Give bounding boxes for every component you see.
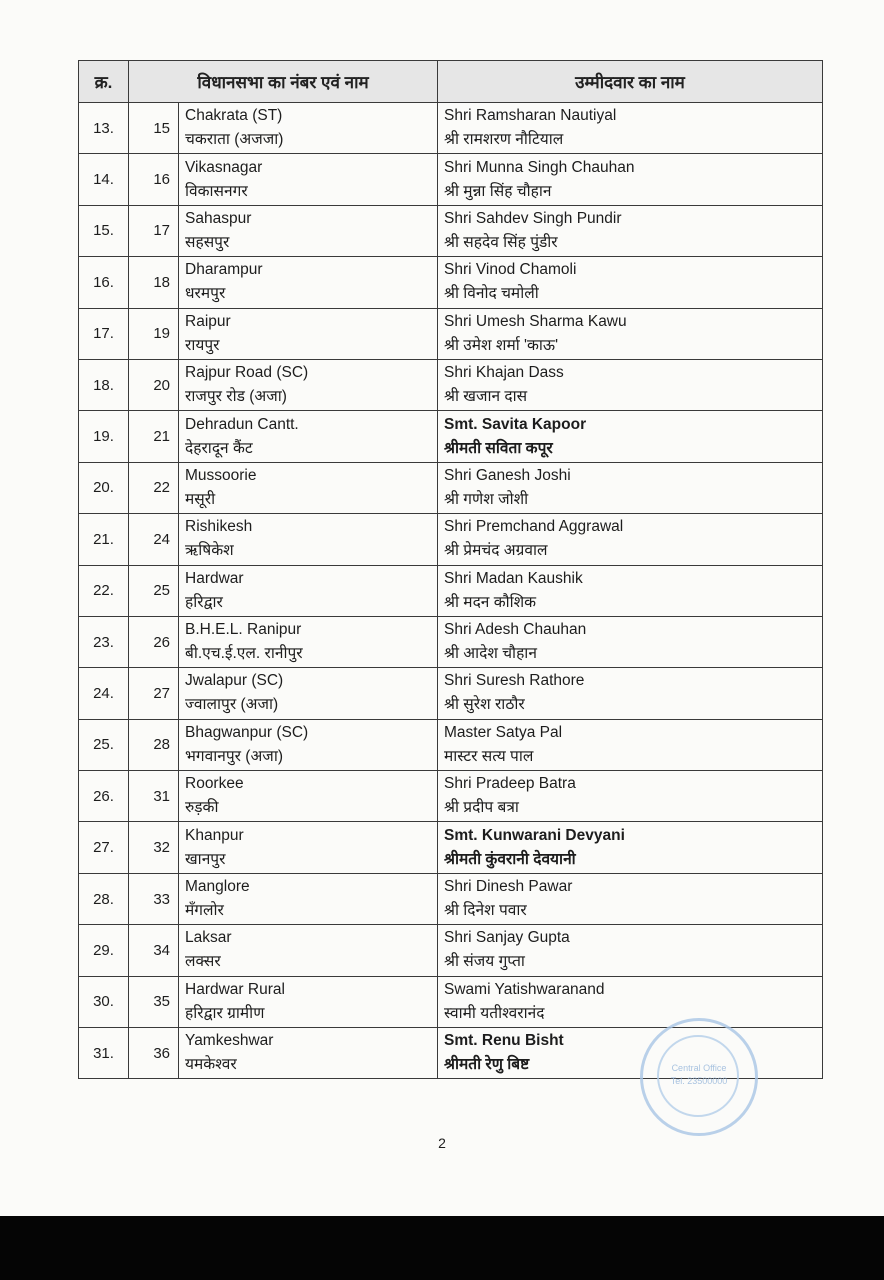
candidate-name-en: Shri Madan Kaushik bbox=[444, 569, 583, 587]
table-row bbox=[79, 462, 823, 513]
candidate-name-en: Shri Dinesh Pawar bbox=[444, 878, 573, 896]
constituency-name bbox=[179, 308, 438, 359]
candidate-name-hi: श्री प्रेमचंद अग्रवाल bbox=[444, 542, 548, 560]
table-row bbox=[79, 668, 823, 719]
candidate-name-hi: श्री खजान दास bbox=[444, 388, 528, 406]
candidate-name-hi: स्वामी यतीश्वरानंद bbox=[444, 1004, 545, 1022]
candidate-name bbox=[438, 822, 823, 873]
candidate-name-en: Shri Khajan Dass bbox=[444, 364, 564, 382]
constituency-number: 31 bbox=[129, 771, 179, 822]
constituency-name-hi: ऋषिकेश bbox=[185, 542, 234, 560]
constituency-name-hi: विकासनगर bbox=[185, 182, 248, 200]
candidate-name bbox=[438, 462, 823, 513]
serial-number: 30. bbox=[79, 976, 129, 1027]
constituency-name-hi: हरिद्वार ग्रामीण bbox=[185, 1004, 265, 1022]
serial-number: 29. bbox=[79, 925, 129, 976]
candidate-name-hi: मास्टर सत्य पाल bbox=[444, 747, 534, 765]
constituency-name-en: Roorkee bbox=[185, 775, 244, 793]
constituency-name-en: Bhagwanpur (SC) bbox=[185, 723, 309, 741]
serial-number: 14. bbox=[79, 154, 129, 205]
constituency-number: 25 bbox=[129, 565, 179, 616]
party-stamp bbox=[640, 1018, 758, 1136]
candidate-name-en: Smt. Savita Kapoor bbox=[444, 415, 587, 433]
constituency-name bbox=[179, 154, 438, 205]
table-row bbox=[79, 359, 823, 410]
candidate-name-en: Shri Ganesh Joshi bbox=[444, 466, 571, 484]
candidate-name-hi: श्री दिनेश पवार bbox=[444, 902, 527, 920]
table-row bbox=[79, 308, 823, 359]
table-row bbox=[79, 616, 823, 667]
candidate-name-hi: श्रीमती कुंवरानी देवयानी bbox=[444, 850, 576, 868]
constituency-number: 15 bbox=[129, 103, 179, 154]
candidate-name bbox=[438, 257, 823, 308]
bottom-black-band bbox=[0, 1216, 884, 1280]
constituency-number: 27 bbox=[129, 668, 179, 719]
constituency-name bbox=[179, 257, 438, 308]
candidate-name-hi: श्री मुन्ना सिंह चौहान bbox=[444, 182, 552, 200]
constituency-name-hi: ज्वालापुर (अजा) bbox=[185, 696, 279, 714]
serial-number: 31. bbox=[79, 1028, 129, 1079]
constituency-name-hi: रायपुर bbox=[185, 336, 220, 354]
candidate-name-en: Shri Pradeep Batra bbox=[444, 775, 576, 793]
candidate-name bbox=[438, 771, 823, 822]
candidate-name-hi: श्री विनोद चमोली bbox=[444, 285, 539, 303]
header-serial: क्र. bbox=[79, 61, 129, 103]
constituency-number: 19 bbox=[129, 308, 179, 359]
candidate-name bbox=[438, 925, 823, 976]
constituency-number: 35 bbox=[129, 976, 179, 1027]
candidate-name-en: Shri Umesh Sharma Kawu bbox=[444, 312, 627, 330]
candidate-name-hi: श्री सुरेश राठौर bbox=[444, 696, 525, 714]
candidate-name-en: Shri Suresh Rathore bbox=[444, 672, 585, 690]
candidate-table bbox=[78, 60, 823, 1079]
constituency-name-hi: राजपुर रोड (अजा) bbox=[185, 388, 287, 406]
serial-number: 16. bbox=[79, 257, 129, 308]
candidate-name-hi: श्री आदेश चौहान bbox=[444, 645, 537, 663]
serial-number: 18. bbox=[79, 359, 129, 410]
constituency-number: 18 bbox=[129, 257, 179, 308]
constituency-name-hi: मसूरी bbox=[185, 490, 216, 508]
candidate-name-hi: श्री उमेश शर्मा 'काऊ' bbox=[444, 336, 559, 354]
candidate-name bbox=[438, 976, 823, 1027]
constituency-name-en: Yamkeshwar bbox=[185, 1032, 274, 1050]
constituency-number: 28 bbox=[129, 719, 179, 770]
serial-number: 21. bbox=[79, 514, 129, 565]
candidate-name bbox=[438, 411, 823, 462]
table-row bbox=[79, 257, 823, 308]
candidate-name-en: Smt. Renu Bisht bbox=[444, 1032, 564, 1050]
constituency-name-en: Dharampur bbox=[185, 261, 263, 279]
candidate-name bbox=[438, 205, 823, 256]
constituency-name-hi: भगवानपुर (अजा) bbox=[185, 747, 283, 765]
table-row bbox=[79, 205, 823, 256]
constituency-name bbox=[179, 976, 438, 1027]
constituency-name-hi: यमकेश्वर bbox=[185, 1056, 237, 1074]
serial-number: 22. bbox=[79, 565, 129, 616]
constituency-name-en: Rishikesh bbox=[185, 518, 253, 536]
constituency-name-hi: हरिद्वार bbox=[185, 593, 223, 611]
constituency-name-hi: बी.एच.ई.एल. रानीपुर bbox=[185, 645, 303, 663]
serial-number: 27. bbox=[79, 822, 129, 873]
constituency-number: 24 bbox=[129, 514, 179, 565]
constituency-name-hi: मँगलोर bbox=[185, 902, 224, 920]
candidate-name-en: Smt. Kunwarani Devyani bbox=[444, 826, 625, 844]
constituency-name-en: Hardwar Rural bbox=[185, 980, 285, 998]
constituency-name bbox=[179, 359, 438, 410]
serial-number: 26. bbox=[79, 771, 129, 822]
candidate-name bbox=[438, 359, 823, 410]
header-constituency: विधानसभा का नंबर एवं नाम bbox=[129, 61, 438, 103]
serial-number: 25. bbox=[79, 719, 129, 770]
constituency-number: 17 bbox=[129, 205, 179, 256]
serial-number: 19. bbox=[79, 411, 129, 462]
constituency-name-en: Sahaspur bbox=[185, 209, 252, 227]
constituency-name-en: Khanpur bbox=[185, 826, 244, 844]
constituency-name-hi: देहरादून कैंट bbox=[185, 439, 253, 457]
constituency-number: 34 bbox=[129, 925, 179, 976]
table-row bbox=[79, 925, 823, 976]
constituency-name-en: Manglore bbox=[185, 878, 250, 896]
candidate-name-hi: श्री संजय गुप्ता bbox=[444, 953, 525, 971]
constituency-name-hi: धरमपुर bbox=[185, 285, 226, 303]
table-row bbox=[79, 771, 823, 822]
header-candidate: उम्मीदवार का नाम bbox=[438, 61, 823, 103]
constituency-number: 36 bbox=[129, 1028, 179, 1079]
constituency-name bbox=[179, 719, 438, 770]
candidate-name-en: Shri Munna Singh Chauhan bbox=[444, 158, 635, 176]
constituency-name bbox=[179, 925, 438, 976]
constituency-name-en: Jwalapur (SC) bbox=[185, 672, 284, 690]
serial-number: 20. bbox=[79, 462, 129, 513]
constituency-number: 32 bbox=[129, 822, 179, 873]
constituency-name-en: B.H.E.L. Ranipur bbox=[185, 621, 302, 639]
constituency-name bbox=[179, 103, 438, 154]
candidate-name bbox=[438, 616, 823, 667]
constituency-number: 26 bbox=[129, 616, 179, 667]
table-row bbox=[79, 514, 823, 565]
serial-number: 23. bbox=[79, 616, 129, 667]
table-row bbox=[79, 411, 823, 462]
candidate-name bbox=[438, 308, 823, 359]
constituency-name-en: Laksar bbox=[185, 929, 232, 947]
serial-number: 24. bbox=[79, 668, 129, 719]
constituency-number: 22 bbox=[129, 462, 179, 513]
candidate-name-en: Master Satya Pal bbox=[444, 723, 563, 741]
constituency-name-en: Chakrata (ST) bbox=[185, 107, 283, 125]
candidate-name bbox=[438, 514, 823, 565]
table-row bbox=[79, 103, 823, 154]
constituency-name bbox=[179, 462, 438, 513]
constituency-name-hi: लक्सर bbox=[185, 953, 221, 971]
page-number: 2 bbox=[438, 1135, 446, 1151]
candidate-name bbox=[438, 565, 823, 616]
constituency-number: 20 bbox=[129, 359, 179, 410]
constituency-number: 33 bbox=[129, 873, 179, 924]
candidate-name bbox=[438, 1028, 823, 1079]
constituency-name-hi: चकराता (अजजा) bbox=[185, 131, 284, 149]
candidate-name-hi: श्री रामशरण नौटियाल bbox=[444, 131, 564, 149]
serial-number: 28. bbox=[79, 873, 129, 924]
candidate-name-en: Shri Ramsharan Nautiyal bbox=[444, 107, 617, 125]
candidate-name-hi: श्री सहदेव सिंह पुंडीर bbox=[444, 233, 558, 251]
constituency-name-en: Raipur bbox=[185, 312, 231, 330]
constituency-name-en: Dehradun Cantt. bbox=[185, 415, 299, 433]
candidate-name-hi: श्री गणेश जोशी bbox=[444, 490, 529, 508]
constituency-name-hi: सहसपुर bbox=[185, 233, 230, 251]
candidate-name-en: Shri Premchand Aggrawal bbox=[444, 518, 624, 536]
candidate-name bbox=[438, 154, 823, 205]
constituency-name bbox=[179, 616, 438, 667]
table-row bbox=[79, 154, 823, 205]
constituency-name-en: Vikasnagar bbox=[185, 158, 263, 176]
serial-number: 17. bbox=[79, 308, 129, 359]
candidate-name-en: Shri Vinod Chamoli bbox=[444, 261, 577, 279]
constituency-name-en: Hardwar bbox=[185, 569, 244, 587]
table-row bbox=[79, 822, 823, 873]
stamp-office: Central Office bbox=[671, 1063, 727, 1073]
candidate-name bbox=[438, 873, 823, 924]
stamp-tel: Tel. 23500000 bbox=[670, 1076, 728, 1086]
constituency-name bbox=[179, 1028, 438, 1079]
table-row bbox=[79, 873, 823, 924]
constituency-number: 16 bbox=[129, 154, 179, 205]
table-row bbox=[79, 719, 823, 770]
candidate-name-en: Shri Sanjay Gupta bbox=[444, 929, 570, 947]
candidate-name-hi: श्रीमती सविता कपूर bbox=[444, 439, 553, 457]
constituency-name bbox=[179, 873, 438, 924]
serial-number: 13. bbox=[79, 103, 129, 154]
candidate-name-hi: श्री प्रदीप बत्रा bbox=[444, 799, 519, 817]
candidate-name bbox=[438, 719, 823, 770]
serial-number: 15. bbox=[79, 205, 129, 256]
table-header bbox=[79, 61, 823, 103]
candidate-name-en: Swami Yatishwaranand bbox=[444, 980, 605, 998]
constituency-name-hi: खानपुर bbox=[185, 850, 226, 868]
candidate-name-hi: श्री मदन कौशिक bbox=[444, 593, 537, 611]
constituency-name-en: Rajpur Road (SC) bbox=[185, 364, 309, 382]
candidate-name-hi: श्रीमती रेणु बिष्ट bbox=[444, 1056, 530, 1074]
constituency-name bbox=[179, 771, 438, 822]
candidate-name-en: Shri Adesh Chauhan bbox=[444, 621, 587, 639]
constituency-number: 21 bbox=[129, 411, 179, 462]
constituency-name bbox=[179, 514, 438, 565]
constituency-name bbox=[179, 411, 438, 462]
candidate-name bbox=[438, 668, 823, 719]
constituency-name bbox=[179, 565, 438, 616]
constituency-name bbox=[179, 668, 438, 719]
constituency-name-hi: रुड़की bbox=[185, 799, 219, 817]
constituency-name-en: Mussoorie bbox=[185, 466, 257, 484]
candidate-name bbox=[438, 103, 823, 154]
candidate-name-en: Shri Sahdev Singh Pundir bbox=[444, 209, 622, 227]
constituency-name bbox=[179, 205, 438, 256]
constituency-name bbox=[179, 822, 438, 873]
table-row bbox=[79, 565, 823, 616]
